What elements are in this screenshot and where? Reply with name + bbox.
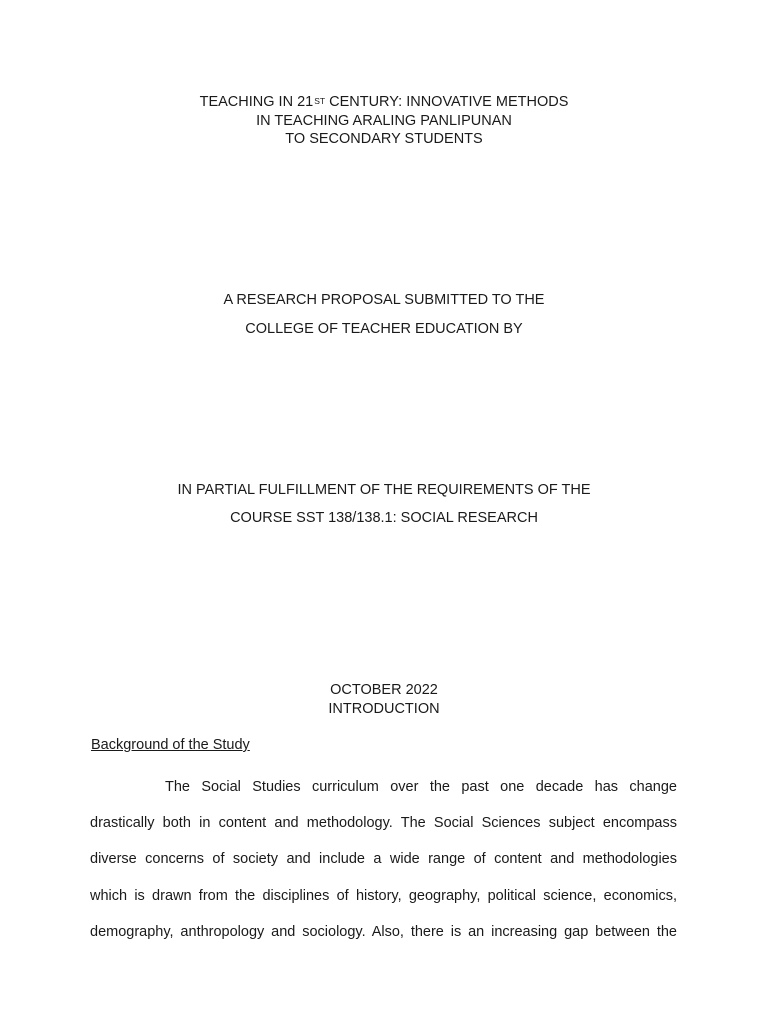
title-line-2: IN TEACHING ARALING PANLIPUNAN xyxy=(256,112,512,129)
body-line: demography, anthropology and sociology. Also, there is an increasing gap between the xyxy=(90,923,677,940)
section-title-introduction: INTRODUCTION xyxy=(328,701,440,717)
fulfillment-line-1: IN PARTIAL FULFILLMENT OF THE REQUIREMENTS OF THE xyxy=(177,482,591,498)
document-date: OCTOBER 2022 xyxy=(330,682,438,698)
body-line: diverse concerns of society and include a wide range of content and methodologies xyxy=(90,851,677,868)
title-line-1 xyxy=(0,93,768,112)
title-line-1-rest: CENTURY: INNOVATIVE METHODS xyxy=(325,94,569,110)
title-superscript: ST xyxy=(314,96,326,106)
submission-line-1: A RESEARCH PROPOSAL SUBMITTED TO THE xyxy=(223,292,545,308)
fulfillment-line-2: COURSE SST 138/138.1: SOCIAL RESEARCH xyxy=(230,510,538,526)
body-paragraph xyxy=(90,769,677,950)
title-line-1-text: TEACHING IN 21 xyxy=(199,94,314,110)
document-title xyxy=(0,93,768,149)
body-line: drastically both in content and methodology. The Social Sciences subject encompass xyxy=(90,815,677,832)
subsection-title: Background of the Study xyxy=(91,737,250,753)
title-line-3: TO SECONDARY STUDENTS xyxy=(285,131,483,147)
submission-line-2: COLLEGE OF TEACHER EDUCATION BY xyxy=(245,321,523,337)
body-line: The Social Studies curriculum over the past one decade has change xyxy=(165,779,677,795)
body-line: which is drawn from the disciplines of history, geography, political science, economics, xyxy=(90,887,677,904)
